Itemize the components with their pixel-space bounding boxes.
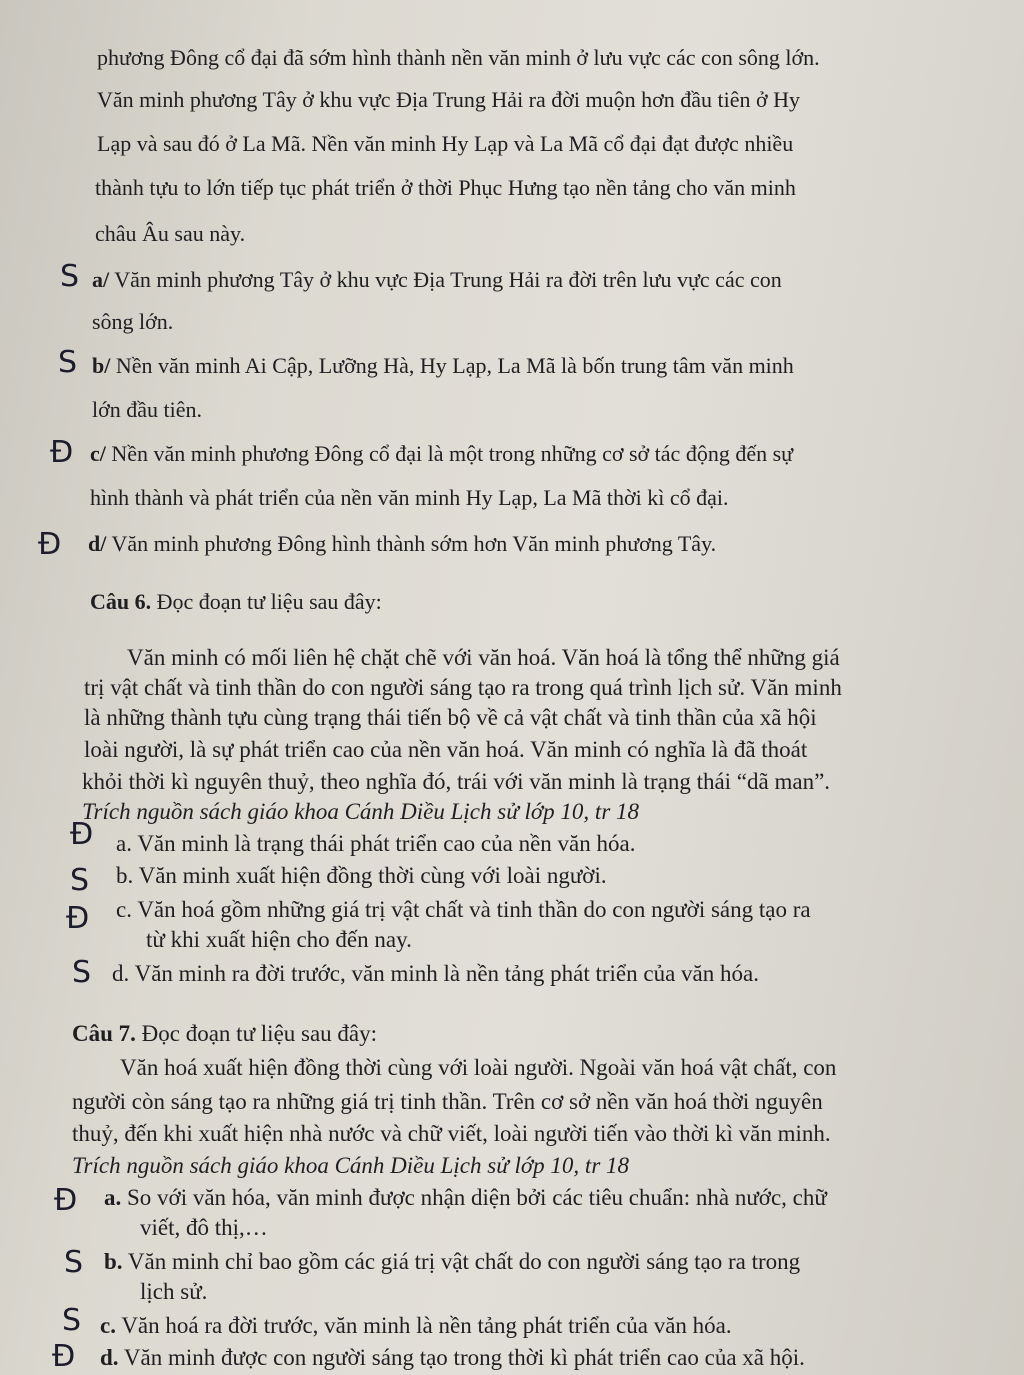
passage-line: khỏi thời kì nguyên thuỷ, theo nghĩa đó, trái với văn minh là trạng thái “dã man”. (82, 769, 831, 794)
handwritten-answer-mark: Đ (38, 527, 62, 562)
option-label: d. (100, 1345, 119, 1370)
option-text: Văn minh xuất hiện đồng thời cùng với loài người. (138, 863, 607, 888)
option-text: Văn minh là trạng thái phát triển cao của nền văn hóa. (137, 831, 636, 856)
option-c (116, 896, 811, 924)
intro-line: phương Đông cổ đại đã sớm hình thành nền văn minh ở lưu vực các con sông lớn. (97, 45, 820, 70)
statement-text: Văn minh phương Tây ở khu vực Địa Trung Hải ra đời trên lưu vực các con (114, 267, 782, 292)
option-a (116, 830, 635, 858)
option-label: a. (104, 1185, 122, 1210)
statement-d (88, 530, 716, 558)
option-b-continued: lịch sử. (140, 1279, 208, 1304)
handwritten-answer-mark: S (64, 1245, 84, 1280)
option-label: c. (100, 1313, 116, 1338)
passage-line: loài người, là sự phát triển cao của nền văn hoá. Văn minh có nghĩa là đã thoát (84, 737, 808, 762)
option-text: Văn minh ra đời trước, văn minh là nền tảng phát triển của văn hóa. (134, 961, 759, 986)
option-a (104, 1184, 827, 1212)
handwritten-answer-mark: Đ (52, 1339, 76, 1374)
intro-line: Lạp và sau đó ở La Mã. Nền văn minh Hy Lạp và La Mã cổ đại đạt được nhiều (97, 131, 794, 156)
handwritten-answer-mark: Đ (54, 1183, 78, 1218)
handwritten-answer-mark: S (62, 1303, 82, 1338)
statement-a (92, 266, 782, 294)
passage-line: Văn minh có mối liên hệ chặt chẽ với văn hoá. Văn hoá là tổng thể những giá (127, 645, 840, 670)
statement-c-continued: hình thành và phát triển của nền văn minh Hy Lạp, La Mã thời kì cổ đại. (90, 485, 729, 510)
intro-line: Văn minh phương Tây ở khu vực Địa Trung Hải ra đời muộn hơn đầu tiên ở Hy (97, 87, 801, 112)
question-7-title (72, 1020, 377, 1048)
intro-line: thành tựu to lớn tiếp tục phát triển ở thời Phục Hưng tạo nền tảng cho văn minh (95, 175, 796, 200)
intro-line: châu Âu sau này. (95, 221, 246, 246)
option-text: So với văn hóa, văn minh được nhận diện bởi các tiêu chuẩn: nhà nước, chữ (127, 1185, 827, 1210)
handwritten-answer-mark: S (72, 955, 92, 990)
handwritten-answer-mark: S (60, 259, 80, 294)
passage-line: là những thành tựu cùng trạng thái tiến bộ về cả vật chất và tinh thần của xã hội (84, 705, 817, 730)
option-b (116, 862, 607, 890)
statement-text: Nền văn minh phương Đông cổ đại là một trong những cơ sở tác động đến sự (111, 441, 794, 466)
source-citation: Trích nguồn sách giáo khoa Cánh Diều Lịch sử lớp 10, tr 18 (82, 799, 640, 824)
handwritten-answer-mark: Đ (70, 817, 94, 852)
statement-label: a/ (92, 267, 110, 292)
statement-c (90, 440, 793, 468)
option-text: Văn hoá ra đời trước, văn minh là nền tảng phát triển của văn hóa. (121, 1313, 732, 1338)
passage-line: người còn sáng tạo ra những giá trị tinh thần. Trên cơ sở nền văn hoá thời nguyên (72, 1089, 823, 1114)
question-6-title (90, 588, 382, 616)
statement-b (92, 352, 794, 380)
statement-a-continued: sông lớn. (92, 309, 174, 334)
source-citation: Trích nguồn sách giáo khoa Cánh Diều Lịch sử lớp 10, tr 18 (72, 1153, 630, 1178)
question-number: Câu 6. (90, 589, 152, 614)
handwritten-answer-mark: S (58, 345, 78, 380)
option-text: Văn minh được con người sáng tạo trong thời kì phát triển cao của xã hội. (123, 1345, 805, 1370)
option-b (104, 1248, 800, 1276)
question-instruction: Đọc đoạn tư liệu sau đây: (156, 589, 382, 614)
passage-line: thuỷ, đến khi xuất hiện nhà nước và chữ viết, loài người tiến vào thời kì văn minh. (72, 1121, 831, 1146)
option-d (112, 960, 759, 988)
option-label: d. (112, 961, 130, 986)
passage-line: trị vật chất và tinh thần do con người sáng tạo ra trong quá trình lịch sử. Văn minh (84, 675, 842, 700)
option-c-continued: từ khi xuất hiện cho đến nay. (146, 927, 412, 952)
statement-label: b/ (92, 353, 111, 378)
option-text: Văn hoá gồm những giá trị vật chất và tinh thần do con người sáng tạo ra (137, 897, 811, 922)
statement-text: Văn minh phương Đông hình thành sớm hơn Văn minh phương Tây. (111, 531, 717, 556)
statement-text: Nền văn minh Ai Cập, Lưỡng Hà, Hy Lạp, La Mã là bốn trung tâm văn minh (115, 353, 794, 378)
handwritten-answer-mark: Đ (50, 435, 74, 470)
handwritten-answer-mark: S (70, 863, 90, 898)
option-label: c. (116, 897, 132, 922)
question-number: Câu 7. (72, 1021, 136, 1046)
option-label: a. (116, 831, 132, 856)
option-c (100, 1312, 732, 1340)
option-label: b. (104, 1249, 123, 1274)
handwritten-answer-mark: Đ (66, 901, 90, 936)
statement-label: d/ (88, 531, 107, 556)
option-a-continued: viết, đô thị,… (140, 1215, 268, 1240)
statement-label: c/ (90, 441, 106, 466)
option-text: Văn minh chỉ bao gồm các giá trị vật chất do con người sáng tạo ra trong (127, 1249, 801, 1274)
statement-b-continued: lớn đầu tiên. (92, 397, 202, 422)
question-instruction: Đọc đoạn tư liệu sau đây: (141, 1021, 378, 1046)
option-label: b. (116, 863, 134, 888)
option-d (100, 1344, 805, 1372)
passage-line: Văn hoá xuất hiện đồng thời cùng với loài người. Ngoài văn hoá vật chất, con (120, 1055, 837, 1080)
